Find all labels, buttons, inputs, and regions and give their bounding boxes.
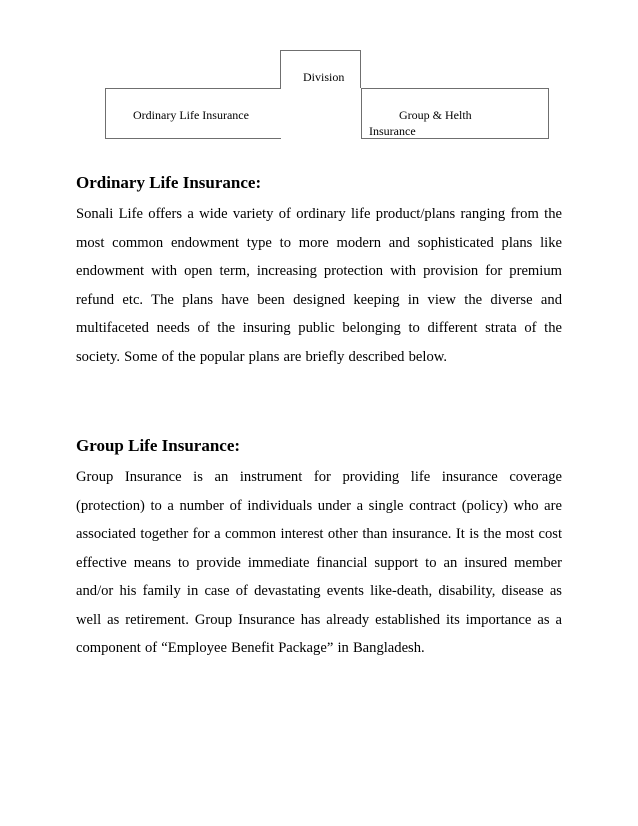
ordinary-life-label: Ordinary Life Insurance xyxy=(133,108,249,122)
group-life-section xyxy=(76,435,562,663)
division-label: Division xyxy=(303,70,345,84)
ordinary-life-section xyxy=(76,172,562,371)
ordinary-life-box xyxy=(105,88,281,139)
group-health-label-line1: Group & Helth xyxy=(399,108,472,122)
group-health-label-line2: Insurance xyxy=(369,124,416,138)
division-diagram xyxy=(0,0,638,150)
group-life-heading: Group Life Insurance: xyxy=(76,436,241,455)
group-life-paragraph: Group Insurance is an instrument for providing life insurance coverage (protection) to a number of individuals under a single contract (policy) who are associated together for a common interest other than insurance. It is the most cost effective means to provide immediate financial support to an insured member and/or his family in case of devastating events like-death, disability, disease as well as retirement. Group Insurance has already established its importance as a component of “Employee Benefit Package” in Bangladesh. xyxy=(76,469,562,656)
ordinary-life-paragraph: Sonali Life offers a wide variety of ordinary life product/plans ranging from the most common endowment type to more modern and sophisticated plans like endowment with open term, increasing protection with provision for premium refund etc. The plans have been designed keeping in view the diverse and multifaceted needs of the insuring public belonging to different strata of the society. Some of the popular plans are briefly described below. xyxy=(76,206,562,365)
division-box xyxy=(280,50,361,88)
group-health-box xyxy=(361,88,549,139)
ordinary-life-heading: Ordinary Life Insurance: xyxy=(76,173,262,192)
